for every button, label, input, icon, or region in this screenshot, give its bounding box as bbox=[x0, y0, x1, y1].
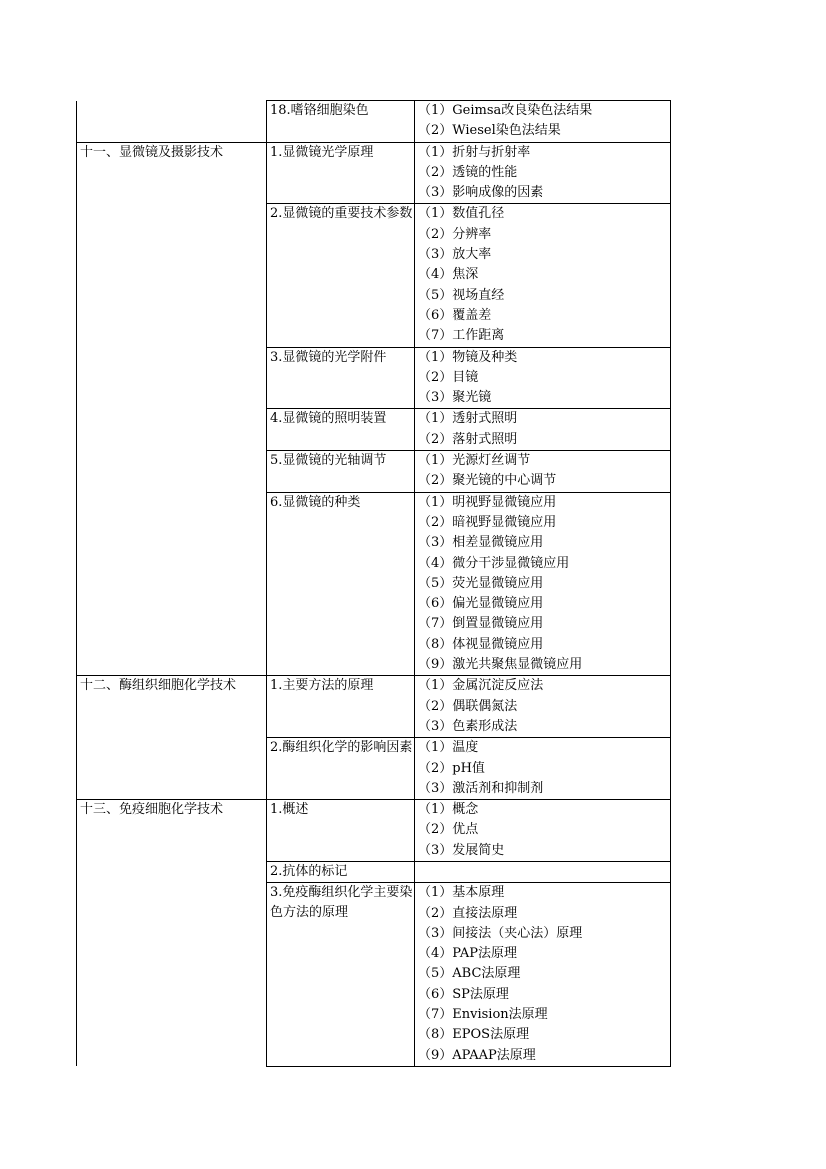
list-item: （9）激光共聚焦显微镜应用 bbox=[418, 657, 583, 673]
section-cell bbox=[77, 204, 267, 347]
list-item: （2）暗视野显微镜应用 bbox=[418, 514, 557, 530]
syllabus-table-container bbox=[76, 100, 671, 1067]
list-item: （1）光源灯丝调节 bbox=[418, 453, 531, 469]
table-row bbox=[77, 800, 671, 862]
table-row bbox=[77, 101, 671, 143]
list-item: （5）ABC法原理 bbox=[418, 966, 521, 982]
list-item: （2）目镜 bbox=[418, 369, 479, 385]
syllabus-table bbox=[76, 100, 671, 1067]
list-item: （9）APAAP法原理 bbox=[418, 1047, 536, 1063]
list-item: （1）数值孔径 bbox=[418, 206, 505, 222]
items-cell bbox=[415, 492, 671, 676]
list-item: （7）Envision法原理 bbox=[418, 1007, 548, 1023]
topic-title: 2.酶组织化学的影响因素 bbox=[270, 740, 413, 756]
list-item: （1）基本原理 bbox=[418, 885, 505, 901]
list-item: （8）EPOS法原理 bbox=[418, 1027, 530, 1043]
topic-title: 5.显微镜的光轴调节 bbox=[270, 453, 387, 469]
list-item: （7）工作距离 bbox=[418, 328, 505, 344]
topic-title: 3.免疫酶组织化学主要染色方法的原理 bbox=[270, 885, 413, 921]
syllabus-table-body bbox=[77, 101, 671, 1067]
list-item: （5）荧光显微镜应用 bbox=[418, 575, 544, 591]
topic-cell bbox=[267, 883, 415, 1067]
items-cell bbox=[415, 347, 671, 409]
items-cell bbox=[415, 883, 671, 1067]
table-row bbox=[77, 676, 671, 738]
list-item: （1）透射式照明 bbox=[418, 411, 518, 427]
list-item: （1）概念 bbox=[418, 802, 479, 818]
topic-cell bbox=[267, 142, 415, 204]
items-cell bbox=[415, 676, 671, 738]
section-cell bbox=[77, 738, 267, 800]
topic-cell bbox=[267, 409, 415, 451]
list-item: （2）落射式照明 bbox=[418, 431, 518, 447]
topic-cell bbox=[267, 800, 415, 862]
table-row bbox=[77, 204, 671, 347]
table-row bbox=[77, 451, 671, 493]
list-item: （3）发展简史 bbox=[418, 842, 505, 858]
topic-cell bbox=[267, 347, 415, 409]
list-item: （3）相差显微镜应用 bbox=[418, 535, 544, 551]
list-item: （6）覆盖差 bbox=[418, 307, 492, 323]
list-item: （2）分辨率 bbox=[418, 226, 492, 242]
topic-cell bbox=[267, 204, 415, 347]
items-cell bbox=[415, 409, 671, 451]
list-item: （3）放大率 bbox=[418, 247, 492, 263]
section-cell bbox=[77, 142, 267, 204]
list-item: （2）Wiesel染色法结果 bbox=[418, 123, 561, 139]
section-cell bbox=[77, 347, 267, 409]
table-row bbox=[77, 409, 671, 451]
topic-cell bbox=[267, 101, 415, 143]
list-item: （6）偏光显微镜应用 bbox=[418, 596, 544, 612]
section-cell bbox=[77, 861, 267, 882]
list-item: （2）透镜的性能 bbox=[418, 164, 518, 180]
topic-cell bbox=[267, 676, 415, 738]
topic-title: 1.显微镜光学原理 bbox=[270, 144, 374, 160]
topic-cell bbox=[267, 861, 415, 882]
items-cell bbox=[415, 738, 671, 800]
list-item: （2）聚光镜的中心调节 bbox=[418, 473, 557, 489]
items-cell bbox=[415, 800, 671, 862]
section-cell bbox=[77, 451, 267, 493]
topic-cell bbox=[267, 738, 415, 800]
table-row bbox=[77, 142, 671, 204]
section-cell bbox=[77, 800, 267, 862]
list-item: （1）温度 bbox=[418, 740, 479, 756]
items-cell bbox=[415, 861, 671, 882]
items-cell bbox=[415, 101, 671, 143]
list-item: （4）PAP法原理 bbox=[418, 946, 517, 962]
list-item: （1）折射与折射率 bbox=[418, 144, 531, 160]
topic-title: 2.显微镜的重要技术参数 bbox=[270, 206, 413, 222]
list-item: （3）色素形成法 bbox=[418, 718, 518, 734]
list-item: （4）焦深 bbox=[418, 267, 479, 283]
list-item: （4）微分干涉显微镜应用 bbox=[418, 555, 570, 571]
table-row bbox=[77, 347, 671, 409]
list-item: （2）偶联偶氮法 bbox=[418, 698, 518, 714]
list-item: （1）Geimsa改良染色法结果 bbox=[418, 103, 593, 118]
table-row bbox=[77, 492, 671, 676]
list-item: （3）间接法（夹心法）原理 bbox=[418, 925, 583, 941]
topic-title: 1.主要方法的原理 bbox=[270, 678, 374, 694]
list-item: （5）视场直经 bbox=[418, 287, 505, 303]
section-cell bbox=[77, 101, 267, 143]
topic-title: 2.抗体的标记 bbox=[270, 863, 348, 879]
list-item: （1）物镜及种类 bbox=[418, 349, 518, 365]
topic-cell bbox=[267, 492, 415, 676]
list-item: （3）激活剂和抑制剂 bbox=[418, 780, 544, 796]
section-title: 十三、免疫细胞化学技术 bbox=[80, 802, 224, 818]
list-item: （3）聚光镜 bbox=[418, 390, 492, 406]
section-cell bbox=[77, 883, 267, 1067]
topic-title: 18.嗜铬细胞染色 bbox=[270, 103, 369, 118]
section-cell bbox=[77, 492, 267, 676]
topic-title: 3.显微镜的光学附件 bbox=[270, 349, 387, 365]
topic-title: 6.显微镜的种类 bbox=[270, 494, 361, 510]
list-item: （6）SP法原理 bbox=[418, 986, 509, 1002]
list-item: （2）优点 bbox=[418, 822, 479, 838]
table-row bbox=[77, 738, 671, 800]
list-item: （1）金属沉淀反应法 bbox=[418, 678, 544, 694]
table-row bbox=[77, 883, 671, 1067]
list-item: （8）体视显微镜应用 bbox=[418, 636, 544, 652]
section-title: 十一、显微镜及摄影技术 bbox=[80, 144, 224, 160]
items-cell bbox=[415, 451, 671, 493]
section-title: 十二、酶组织细胞化学技术 bbox=[80, 678, 237, 694]
section-cell bbox=[77, 409, 267, 451]
items-cell bbox=[415, 142, 671, 204]
list-item: （2）直接法原理 bbox=[418, 905, 518, 921]
topic-title: 1.概述 bbox=[270, 802, 309, 818]
topic-cell bbox=[267, 451, 415, 493]
items-cell bbox=[415, 204, 671, 347]
topic-title: 4.显微镜的照明装置 bbox=[270, 411, 387, 427]
list-item: （2）pH值 bbox=[418, 760, 485, 776]
section-cell bbox=[77, 676, 267, 738]
table-row bbox=[77, 861, 671, 882]
list-item: （1）明视野显微镜应用 bbox=[418, 494, 557, 510]
list-item: （3）影响成像的因素 bbox=[418, 185, 544, 201]
list-item: （7）倒置显微镜应用 bbox=[418, 616, 544, 632]
